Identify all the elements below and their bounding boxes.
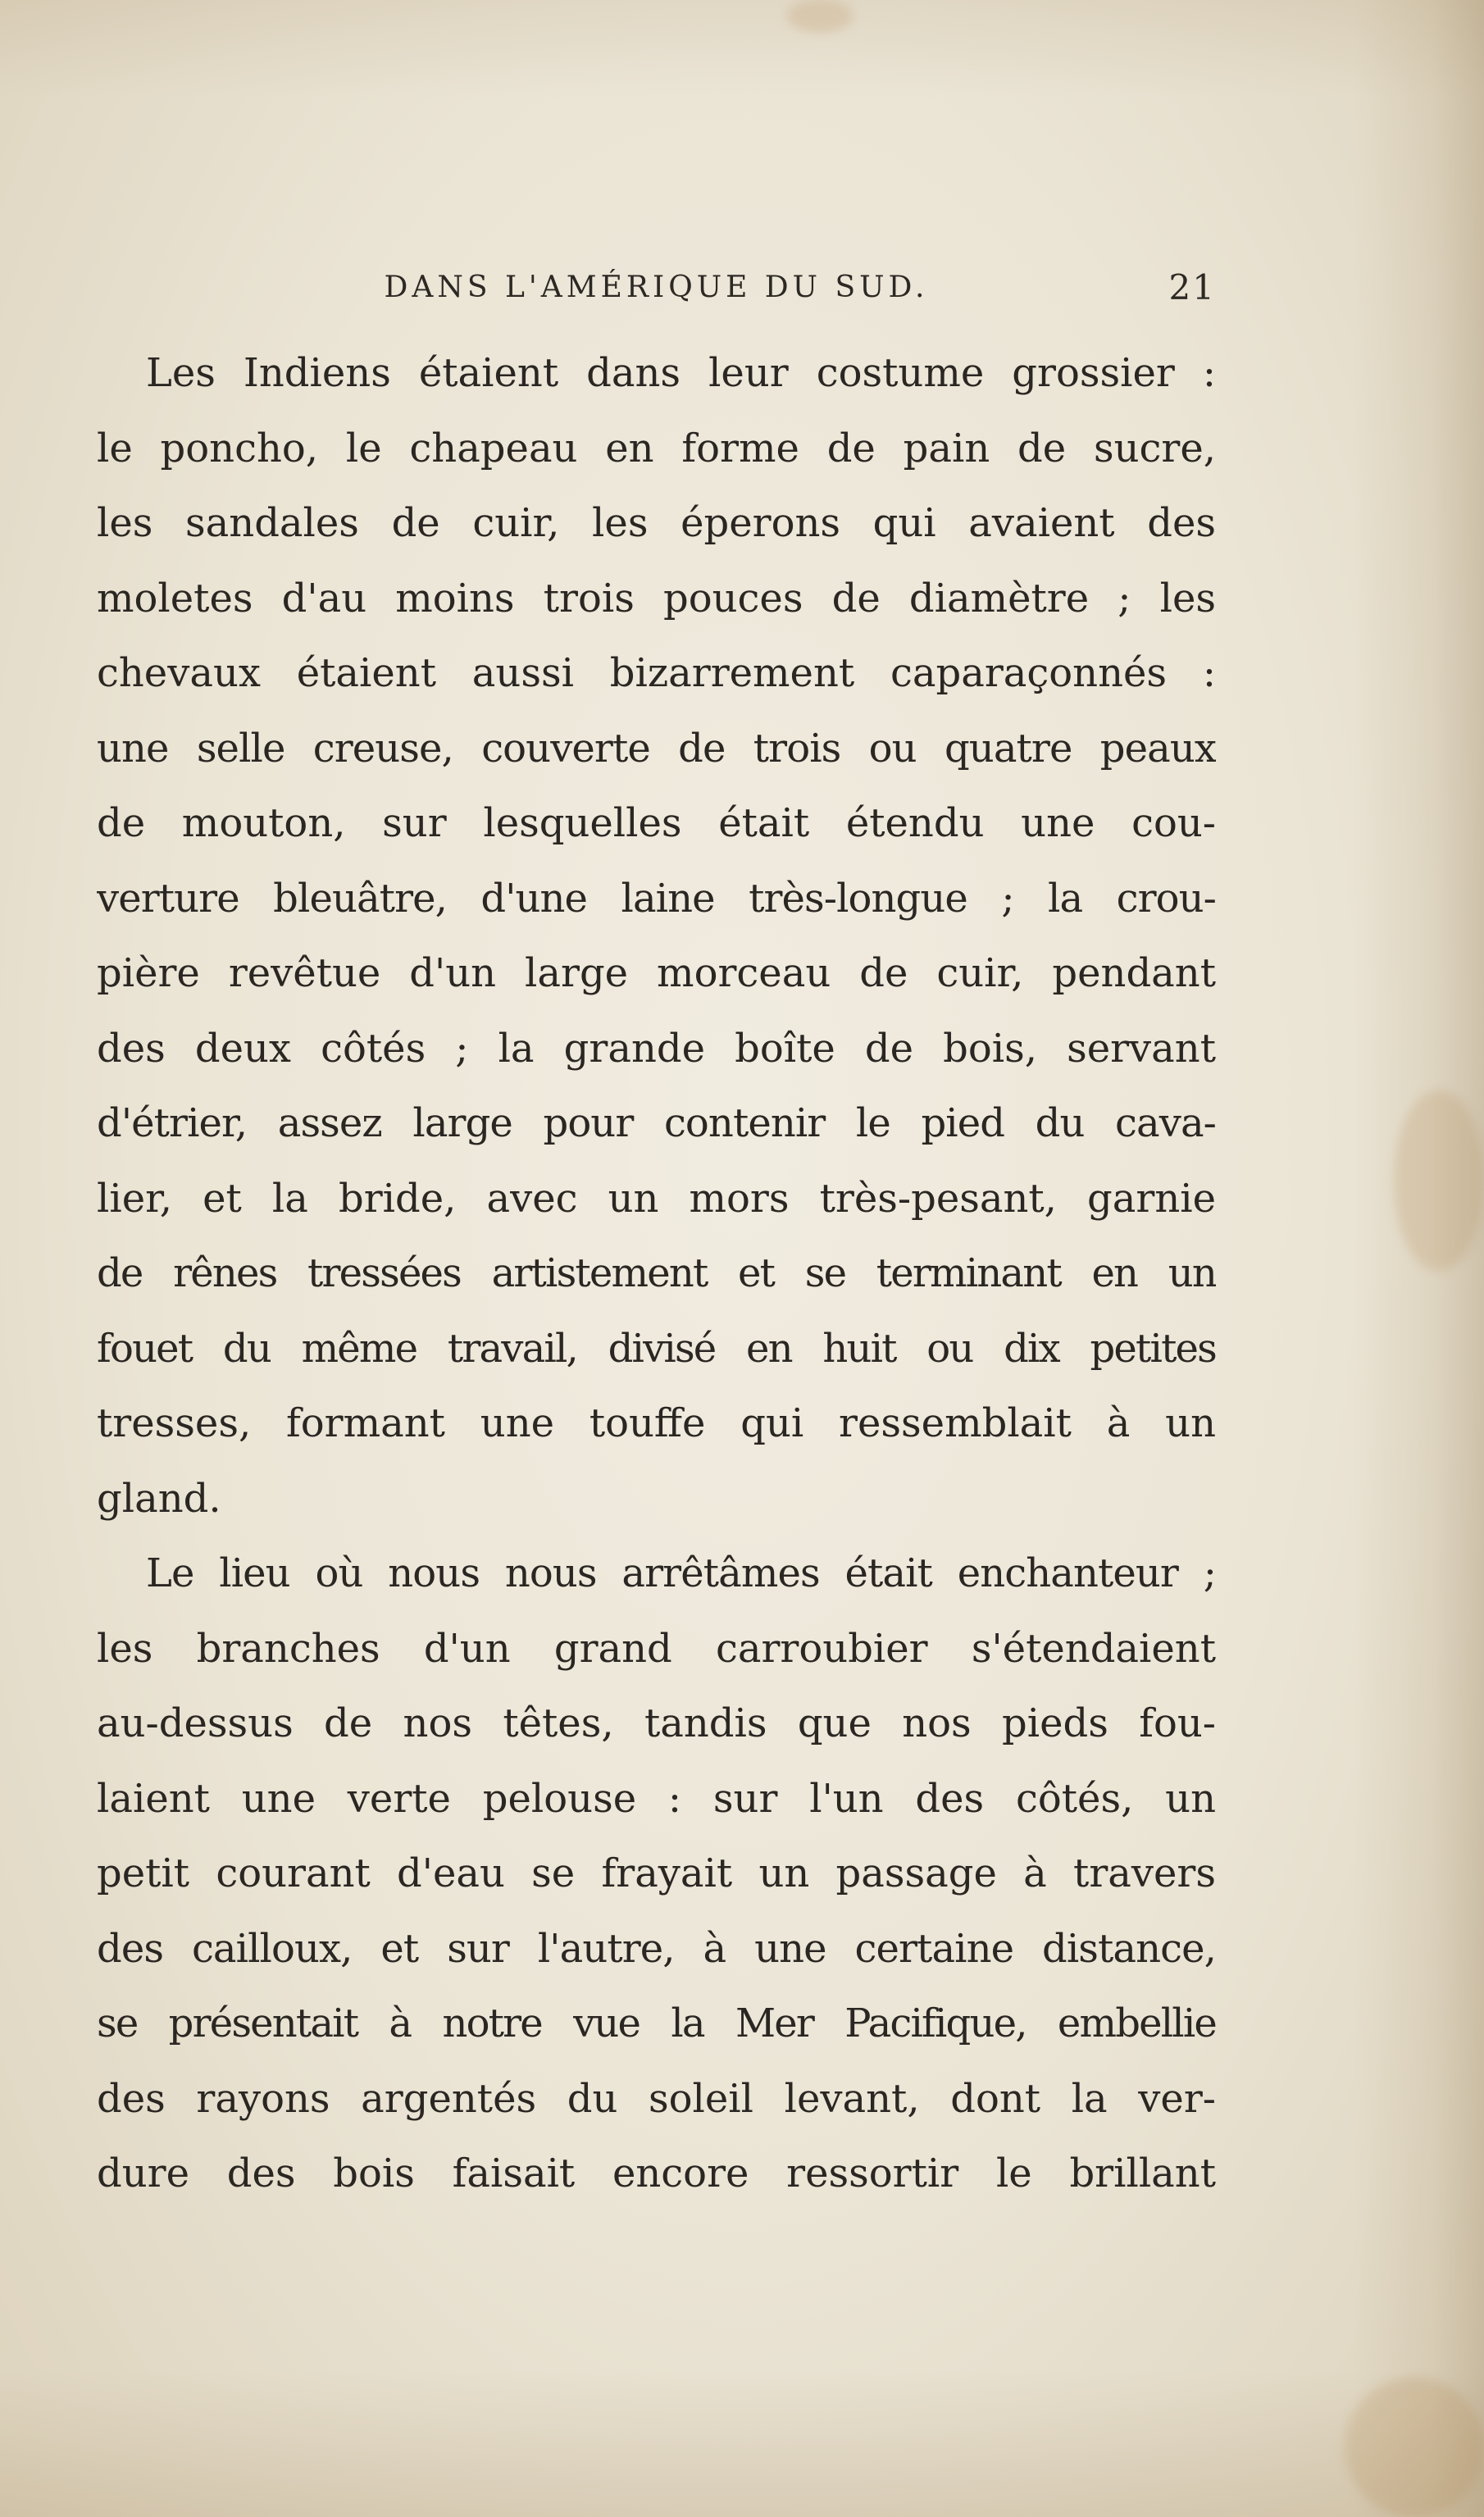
text-line: se présentait à notre vue la Mer Pacifique, embellie bbox=[97, 2000, 1216, 2046]
running-title: DANS L'AMÉRIQUE DU SUD. bbox=[384, 271, 929, 304]
text-line: lier, et la bride, avec un mors très-pesant, garnie bbox=[97, 1175, 1216, 1222]
text-line: pière revêtue d'un large morceau de cuir, pendant bbox=[97, 950, 1216, 996]
text-line: verture bleuâtre, d'une laine très-longue ; la crou- bbox=[97, 875, 1216, 922]
page-bottom-shadow bbox=[0, 2369, 1484, 2517]
paragraph bbox=[97, 336, 1216, 1536]
text-line: d'étrier, assez large pour contenir le pied du cava- bbox=[97, 1100, 1216, 1146]
paragraph bbox=[97, 1536, 1216, 2212]
foxing-stain bbox=[1394, 1090, 1484, 1271]
foxing-stain bbox=[787, 0, 853, 33]
text-line: les branches d'un grand carroubier s'étendaient bbox=[97, 1625, 1216, 1672]
text-line: les sandales de cuir, les éperons qui avaient des bbox=[97, 500, 1216, 546]
text-line: moletes d'au moins trois pouces de diamètre ; les bbox=[97, 575, 1216, 621]
text-line: des deux côtés ; la grande boîte de bois, servant bbox=[97, 1025, 1216, 1072]
body-text bbox=[97, 336, 1216, 2212]
text-line: le poncho, le chapeau en forme de pain de sucre, bbox=[97, 425, 1216, 471]
text-line: chevaux étaient aussi bizarrement caparaçonnés : bbox=[97, 650, 1216, 696]
page-top-shadow bbox=[0, 0, 1484, 98]
text-line: gland. bbox=[97, 1475, 221, 1522]
running-header bbox=[97, 262, 1216, 320]
text-line: Les Indiens étaient dans leur costume grossier : bbox=[146, 350, 1216, 396]
text-line: laient une verte pelouse : sur l'un des côtés, un bbox=[97, 1775, 1216, 1822]
text-line: de mouton, sur lesquelles était étendu une cou- bbox=[97, 800, 1216, 846]
text-line: des cailloux, et sur l'autre, à une certaine distance, bbox=[97, 1925, 1216, 1972]
text-line: une selle creuse, couverte de trois ou quatre peaux bbox=[97, 725, 1216, 771]
text-line: de rênes tressées artistement et se terminant en un bbox=[97, 1250, 1216, 1296]
text-line: tresses, formant une touffe qui ressemblait à un bbox=[97, 1400, 1216, 1446]
text-line: Le lieu où nous nous arrêtâmes était enchanteur ; bbox=[146, 1550, 1216, 1596]
text-line: au-dessus de nos têtes, tandis que nos pieds fou- bbox=[97, 1700, 1216, 1746]
text-line: petit courant d'eau se frayait un passage à travers bbox=[97, 1850, 1216, 1896]
foxing-stain bbox=[1345, 2378, 1484, 2517]
page-number: 21 bbox=[1168, 267, 1216, 307]
text-line: fouet du même travail, divisé en huit ou dix petites bbox=[97, 1325, 1216, 1372]
text-line: dure des bois faisait encore ressortir le brillant bbox=[97, 2151, 1216, 2196]
text-line: des rayons argentés du soleil levant, dont la ver- bbox=[97, 2075, 1216, 2122]
